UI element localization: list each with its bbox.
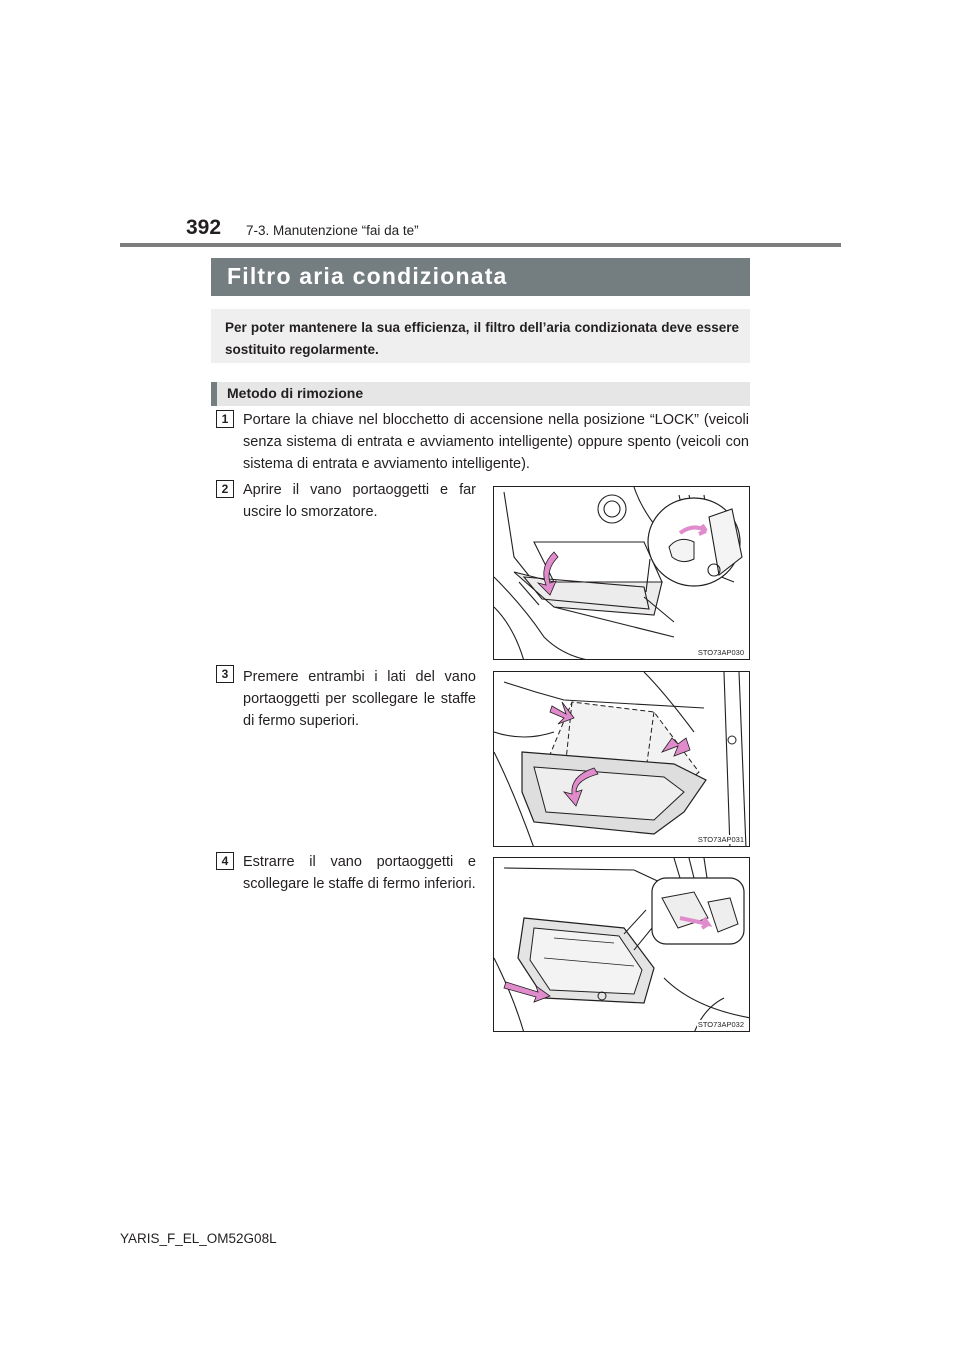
page-title: Filtro aria condizionata bbox=[227, 263, 508, 289]
illustration-remove-glovebox bbox=[493, 857, 750, 1032]
step-text-1: Portare la chiave nel blocchetto di accensione nella posizione “LOCK” (veicoli senza sistema di entrata e avviamento intelligente) oppure spento (veicoli con sistema di entrata e avviamento intelligente). bbox=[243, 412, 749, 472]
step-badge-2: 2 bbox=[216, 480, 234, 498]
intro-text: Per poter mantenere la sua efficienza, il filtro dell’aria condizionata deve essere sostituito regolarmente. bbox=[225, 320, 739, 357]
title-bar bbox=[211, 258, 750, 296]
document-code-footer: YARIS_F_EL_OM52G08L bbox=[120, 1231, 277, 1246]
intro-box bbox=[211, 309, 750, 363]
step-badge-3: 3 bbox=[216, 665, 234, 683]
page-number: 392 bbox=[186, 216, 222, 239]
glovebox-remove-drawing bbox=[494, 858, 750, 1032]
subheader-bar bbox=[211, 382, 750, 406]
illustration-code: STO73AP031 bbox=[697, 835, 744, 844]
step-text-3: Premere entrambi i lati del vano portaoggetti per scollegare le staffe di fermo superiori. bbox=[243, 669, 476, 729]
illustration-press-sides bbox=[493, 671, 750, 847]
illustration-code: STO73AP032 bbox=[697, 1020, 744, 1029]
glovebox-press-drawing bbox=[494, 672, 750, 847]
header-rule bbox=[120, 243, 841, 247]
illustration-code: STO73AP030 bbox=[697, 648, 744, 657]
step-badge-4: 4 bbox=[216, 852, 234, 870]
section-header: 7-3. Manutenzione “fai da te” bbox=[246, 223, 419, 238]
glovebox-open-drawing bbox=[494, 487, 750, 660]
step-text-4: Estrarre il vano portaoggetti e scollegare le staffe di fermo inferiori. bbox=[243, 854, 476, 892]
subheader-title: Metodo di rimozione bbox=[227, 385, 364, 401]
step-text-2: Aprire il vano portaoggetti e far uscire lo smorzatore. bbox=[243, 482, 476, 520]
step-badge-1: 1 bbox=[216, 410, 234, 428]
illustration-open-glovebox bbox=[493, 486, 750, 660]
